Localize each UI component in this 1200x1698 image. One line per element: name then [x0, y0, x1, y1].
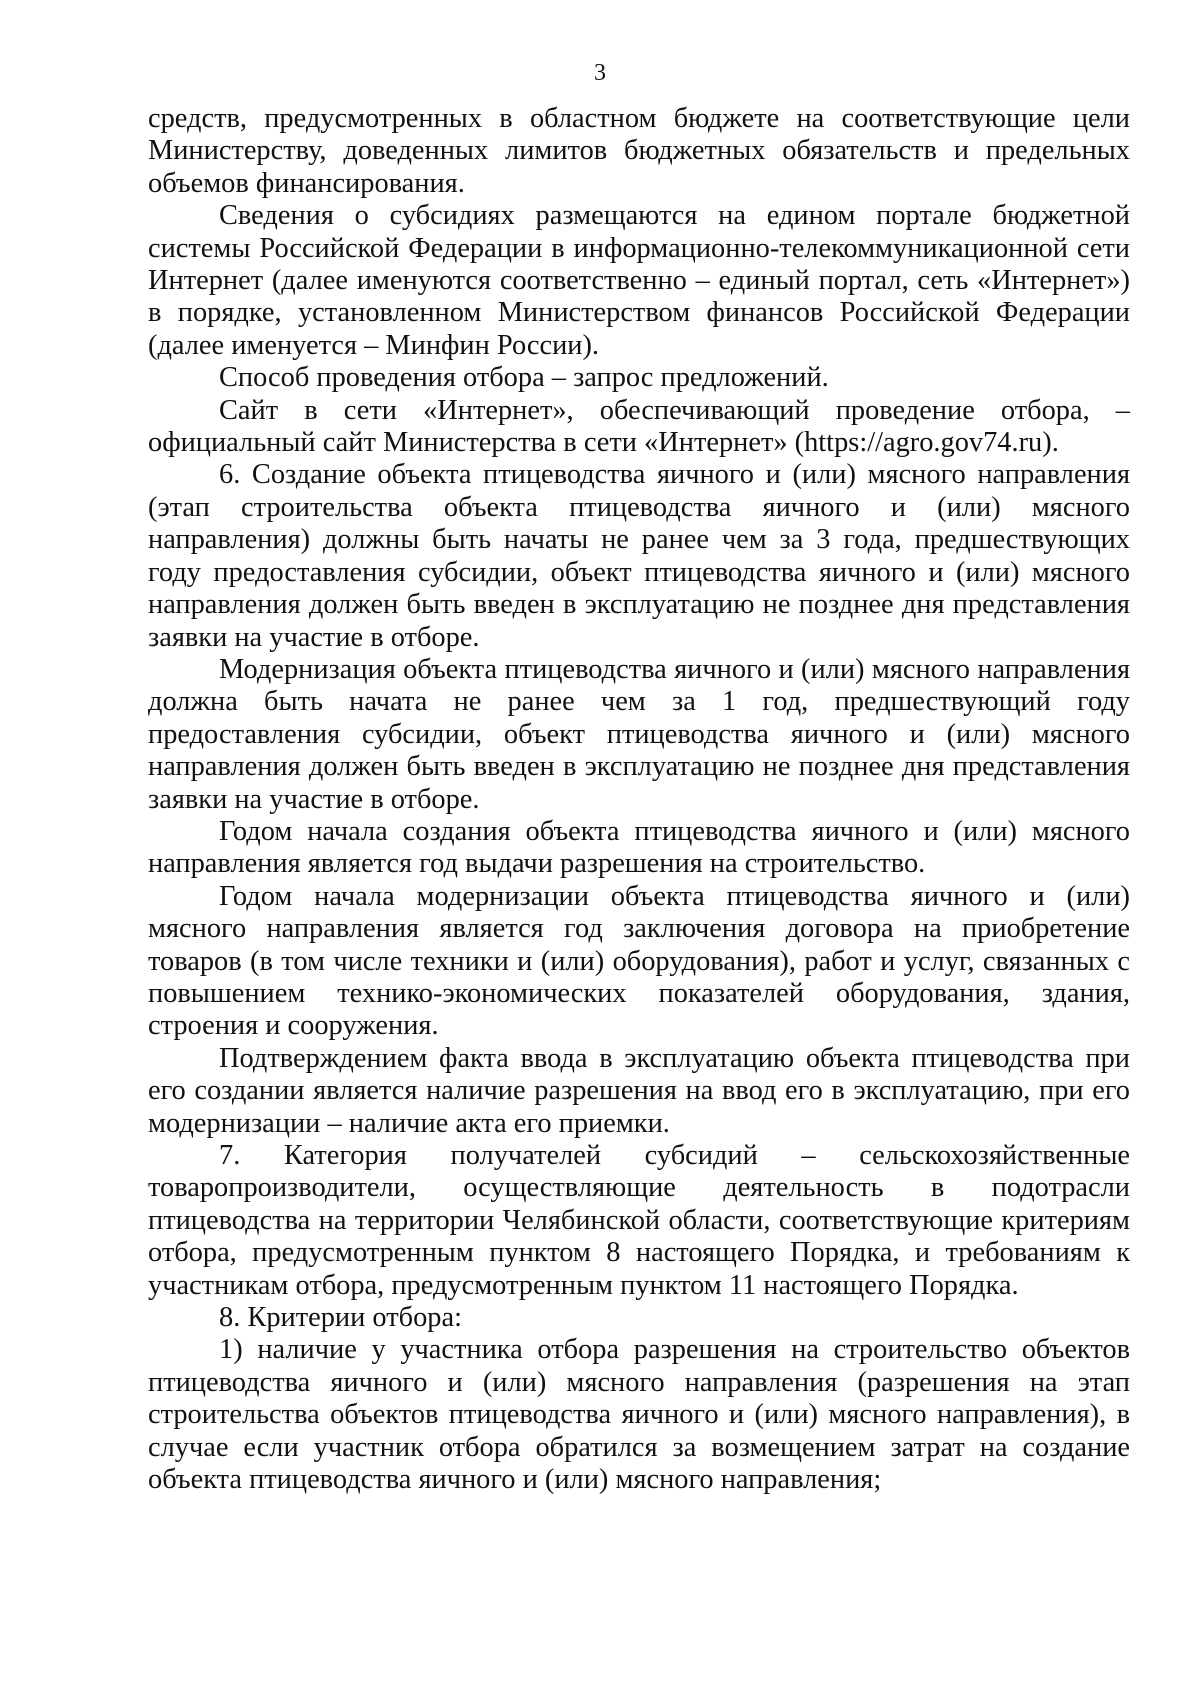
paragraph-item-6: 6. Создание объекта птицеводства яичного и (или) мясного направления (этап строительства объекта птицеводства яичного и (или) мясного направления) должны быть начаты не ранее чем за 3 года, предшествующих году предоставления субсидии, объект птицеводства яичного и (или) мясного направления должен быть введен в эксплуатацию не позднее дня представления заявки на участие в отборе.	[148, 459, 1130, 653]
page-number: 3	[594, 60, 606, 86]
paragraph-item-8: 8. Критерии отбора:	[219, 1302, 462, 1334]
paragraph-criterion-1: 1) наличие у участника отбора разрешения на строительство объектов птицеводства яичного и (или) мясного направления (разрешения на этап строительства объектов птицеводства яичного и (или) мясного направления), в случае если участник отбора обратился за возмещением затрат на создание объекта птицеводства яичного и (или) мясного направления;	[148, 1334, 1130, 1496]
paragraph-modernization-year: Годом начала модернизации объекта птицеводства яичного и (или) мясного направления является год заключения договора на приобретение товаров (в том числе техники и (или) оборудования), работ и услуг, связанных с повышением технико-экономических показателей оборудования, здания, строения и сооружения.	[148, 880, 1130, 1042]
paragraph-commissioning-proof: Подтверждением факта ввода в эксплуатацию объекта птицеводства при его создании является наличие разрешения на ввод его в эксплуатацию, при его модернизации – наличие акта его приемки.	[148, 1042, 1130, 1139]
document-body	[148, 103, 1130, 1496]
paragraph-website: Сайт в сети «Интернет», обеспечивающий проведение отбора, – официальный сайт Министерства в сети «Интернет» (https://agro.gov74.ru).	[148, 394, 1130, 459]
paragraph-modernization: Модернизация объекта птицеводства яичного и (или) мясного направления должна быть начата не ранее чем за 1 год, предшествующий году предоставления субсидии, объект птицеводства яичного и (или) мясного направления должен быть введен в эксплуатацию не позднее дня представления заявки на участие в отборе.	[148, 653, 1130, 815]
paragraph-subsidy-info: Сведения о субсидиях размещаются на едином портале бюджетной системы Российской Федерации в информационно-телекоммуникационной сети Интернет (далее именуются соответственно – единый портал, сеть «Интернет») в порядке, установленном Министерством финансов Российской Федерации (далее именуется – Минфин России).	[148, 200, 1130, 361]
paragraph-selection-method: Способ проведения отбора – запрос предложений.	[219, 362, 829, 394]
paragraph-item-7: 7. Категория получателей субсидий – сельскохозяйственные товаропроизводители, осуществляющие деятельность в подотрасли птицеводства на территории Челябинской области, соответствующие критериям отбора, предусмотренным пунктом 8 настоящего Порядка, и требованиям к участникам отбора, предусмотренным пунктом 11 настоящего Порядка.	[148, 1140, 1130, 1301]
paragraph-continuation: средств, предусмотренных в областном бюджете на соответствующие цели Министерству, доведенных лимитов бюджетных обязательств и предельных объемов финансирования.	[148, 103, 1130, 199]
paragraph-creation-year: Годом начала создания объекта птицеводства яичного и (или) мясного направления является год выдачи разрешения на строительство.	[148, 815, 1130, 880]
